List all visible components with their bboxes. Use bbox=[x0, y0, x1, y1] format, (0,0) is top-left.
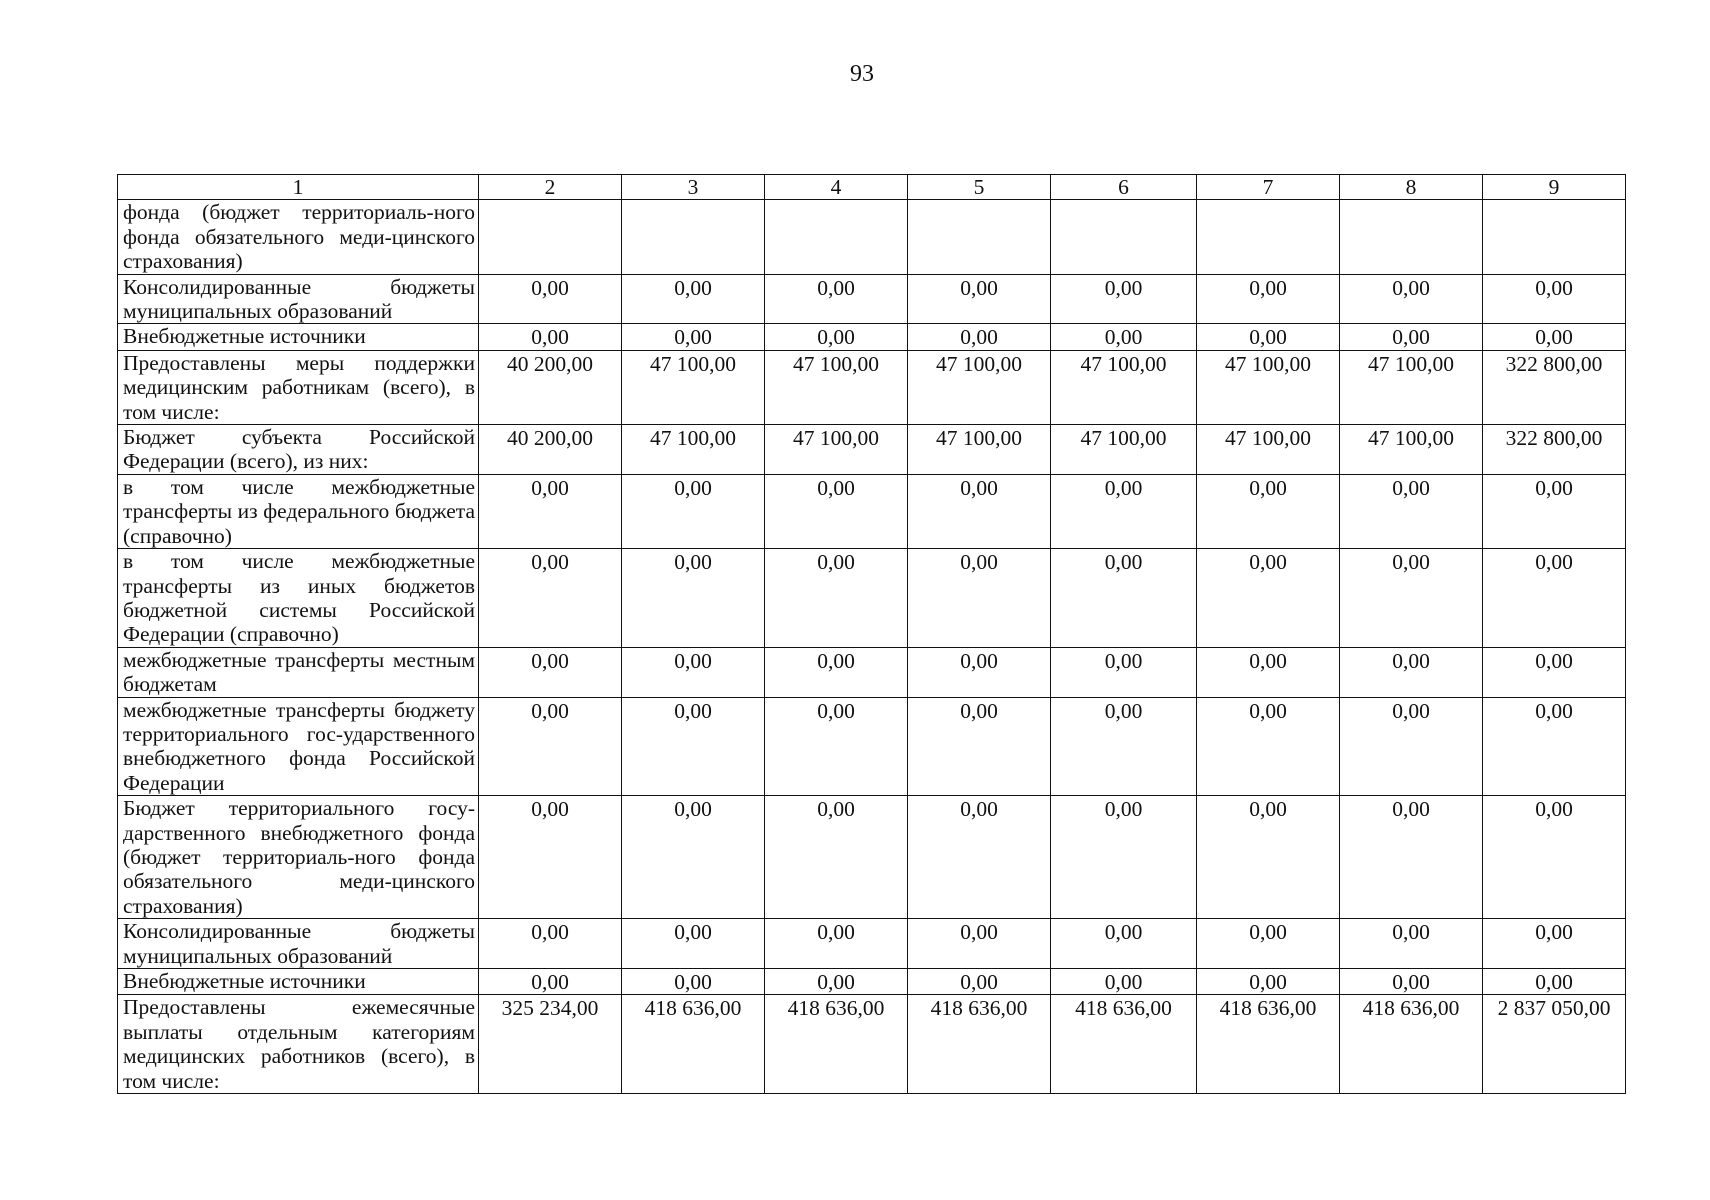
cell-value: 0,00 bbox=[908, 274, 1051, 324]
cell-value: 0,00 bbox=[479, 647, 622, 697]
cell-value: 0,00 bbox=[908, 919, 1051, 969]
cell-value: 47 100,00 bbox=[1197, 425, 1340, 475]
cell-value: 418 636,00 bbox=[622, 995, 765, 1094]
row-label: Бюджет субъекта Российской Федерации (всего), из них: bbox=[118, 425, 479, 475]
cell-value: 0,00 bbox=[1483, 697, 1626, 796]
cell-value: 0,00 bbox=[1051, 969, 1197, 995]
cell-value: 0,00 bbox=[765, 549, 908, 648]
cell-value: 0,00 bbox=[622, 969, 765, 995]
column-number-3: 3 bbox=[622, 175, 765, 200]
row-label: межбюджетные трансферты местным бюджетам bbox=[118, 647, 479, 697]
table-row bbox=[118, 969, 1626, 995]
cell-value: 0,00 bbox=[765, 919, 908, 969]
row-label: Предоставлены ежемесячные выплаты отдельным категориям медицинских работников (всего), в том числе: bbox=[118, 995, 479, 1094]
cell-value bbox=[1483, 200, 1626, 274]
cell-value: 47 100,00 bbox=[765, 350, 908, 424]
cell-value: 0,00 bbox=[1197, 474, 1340, 548]
table-row bbox=[118, 425, 1626, 475]
cell-value: 0,00 bbox=[765, 969, 908, 995]
cell-value: 47 100,00 bbox=[1197, 350, 1340, 424]
cell-value: 47 100,00 bbox=[908, 350, 1051, 424]
cell-value bbox=[908, 200, 1051, 274]
table-row bbox=[118, 919, 1626, 969]
table-row bbox=[118, 796, 1626, 919]
cell-value: 0,00 bbox=[1483, 324, 1626, 350]
cell-value: 0,00 bbox=[1340, 549, 1483, 648]
cell-value bbox=[1197, 200, 1340, 274]
cell-value: 0,00 bbox=[1197, 324, 1340, 350]
budget-table bbox=[117, 174, 1626, 1094]
cell-value: 0,00 bbox=[479, 324, 622, 350]
row-label: в том числе межбюджетные трансферты из федерального бюджета (справочно) bbox=[118, 474, 479, 548]
cell-value: 0,00 bbox=[479, 919, 622, 969]
table-row bbox=[118, 200, 1626, 274]
cell-value: 0,00 bbox=[1340, 324, 1483, 350]
cell-value: 47 100,00 bbox=[622, 350, 765, 424]
cell-value: 0,00 bbox=[1340, 647, 1483, 697]
table-row bbox=[118, 474, 1626, 548]
column-number-8: 8 bbox=[1340, 175, 1483, 200]
table-row bbox=[118, 995, 1626, 1094]
cell-value: 418 636,00 bbox=[1051, 995, 1197, 1094]
cell-value: 0,00 bbox=[1340, 274, 1483, 324]
cell-value: 418 636,00 bbox=[1197, 995, 1340, 1094]
cell-value: 0,00 bbox=[622, 324, 765, 350]
cell-value: 0,00 bbox=[1197, 549, 1340, 648]
cell-value: 0,00 bbox=[1051, 697, 1197, 796]
cell-value: 0,00 bbox=[765, 796, 908, 919]
table-row bbox=[118, 549, 1626, 648]
cell-value: 47 100,00 bbox=[1340, 350, 1483, 424]
cell-value: 0,00 bbox=[908, 647, 1051, 697]
cell-value: 0,00 bbox=[908, 549, 1051, 648]
cell-value: 0,00 bbox=[1340, 969, 1483, 995]
cell-value: 0,00 bbox=[1483, 274, 1626, 324]
cell-value: 0,00 bbox=[1051, 474, 1197, 548]
table-row bbox=[118, 324, 1626, 350]
table-row bbox=[118, 697, 1626, 796]
row-label: Внебюджетные источники bbox=[118, 969, 479, 995]
cell-value: 0,00 bbox=[622, 474, 765, 548]
cell-value: 0,00 bbox=[765, 274, 908, 324]
cell-value: 47 100,00 bbox=[908, 425, 1051, 475]
cell-value: 0,00 bbox=[765, 324, 908, 350]
column-number-9: 9 bbox=[1483, 175, 1626, 200]
cell-value: 0,00 bbox=[1340, 474, 1483, 548]
cell-value: 418 636,00 bbox=[908, 995, 1051, 1094]
cell-value: 0,00 bbox=[479, 474, 622, 548]
cell-value: 0,00 bbox=[1051, 274, 1197, 324]
cell-value: 0,00 bbox=[1197, 796, 1340, 919]
cell-value: 0,00 bbox=[1340, 919, 1483, 969]
page-number: 93 bbox=[850, 61, 874, 87]
cell-value: 40 200,00 bbox=[479, 350, 622, 424]
cell-value: 0,00 bbox=[622, 697, 765, 796]
cell-value: 0,00 bbox=[622, 274, 765, 324]
cell-value: 0,00 bbox=[1483, 549, 1626, 648]
cell-value: 0,00 bbox=[1197, 919, 1340, 969]
cell-value: 0,00 bbox=[479, 697, 622, 796]
cell-value bbox=[765, 200, 908, 274]
column-number-4: 4 bbox=[765, 175, 908, 200]
cell-value: 0,00 bbox=[908, 697, 1051, 796]
row-label: Бюджет территориального госу-дарственного внебюджетного фонда (бюджет территориаль-ного фонда обязательного меди-цинского страхования) bbox=[118, 796, 479, 919]
cell-value: 418 636,00 bbox=[765, 995, 908, 1094]
cell-value: 0,00 bbox=[1483, 474, 1626, 548]
cell-value: 0,00 bbox=[765, 474, 908, 548]
cell-value: 322 800,00 bbox=[1483, 425, 1626, 475]
cell-value: 322 800,00 bbox=[1483, 350, 1626, 424]
cell-value: 0,00 bbox=[908, 474, 1051, 548]
cell-value: 47 100,00 bbox=[765, 425, 908, 475]
cell-value bbox=[1340, 200, 1483, 274]
cell-value: 0,00 bbox=[1051, 324, 1197, 350]
row-label: Предоставлены меры поддержки медицинским работникам (всего), в том числе: bbox=[118, 350, 479, 424]
cell-value: 0,00 bbox=[479, 796, 622, 919]
cell-value: 325 234,00 bbox=[479, 995, 622, 1094]
cell-value: 0,00 bbox=[622, 796, 765, 919]
column-number-7: 7 bbox=[1197, 175, 1340, 200]
column-number-5: 5 bbox=[908, 175, 1051, 200]
row-label: фонда (бюджет территориаль-ного фонда обязательного меди-цинского страхования) bbox=[118, 200, 479, 274]
cell-value: 0,00 bbox=[479, 274, 622, 324]
cell-value: 0,00 bbox=[1051, 549, 1197, 648]
cell-value: 0,00 bbox=[1483, 969, 1626, 995]
row-label: Консолидированные бюджеты муниципальных образований bbox=[118, 274, 479, 324]
cell-value: 418 636,00 bbox=[1340, 995, 1483, 1094]
cell-value: 0,00 bbox=[1197, 274, 1340, 324]
row-label: в том числе межбюджетные трансферты из иных бюджетов бюджетной системы Российской Федерации (справочно) bbox=[118, 549, 479, 648]
cell-value bbox=[1051, 200, 1197, 274]
cell-value: 2 837 050,00 bbox=[1483, 995, 1626, 1094]
table-header-row bbox=[118, 175, 1626, 200]
cell-value: 0,00 bbox=[1051, 647, 1197, 697]
cell-value: 40 200,00 bbox=[479, 425, 622, 475]
column-number-1: 1 bbox=[118, 175, 479, 200]
cell-value: 0,00 bbox=[1483, 919, 1626, 969]
cell-value: 0,00 bbox=[765, 697, 908, 796]
cell-value: 0,00 bbox=[1197, 969, 1340, 995]
cell-value: 0,00 bbox=[908, 969, 1051, 995]
cell-value: 0,00 bbox=[622, 647, 765, 697]
cell-value: 0,00 bbox=[765, 647, 908, 697]
cell-value: 0,00 bbox=[1197, 647, 1340, 697]
cell-value: 47 100,00 bbox=[622, 425, 765, 475]
table-row bbox=[118, 350, 1626, 424]
row-label: Внебюджетные источники bbox=[118, 324, 479, 350]
table-row bbox=[118, 274, 1626, 324]
cell-value: 0,00 bbox=[908, 324, 1051, 350]
cell-value: 0,00 bbox=[1051, 919, 1197, 969]
column-number-6: 6 bbox=[1051, 175, 1197, 200]
cell-value: 47 100,00 bbox=[1051, 350, 1197, 424]
cell-value: 0,00 bbox=[622, 549, 765, 648]
row-label: Консолидированные бюджеты муниципальных образований bbox=[118, 919, 479, 969]
cell-value: 0,00 bbox=[1340, 697, 1483, 796]
cell-value bbox=[622, 200, 765, 274]
column-number-2: 2 bbox=[479, 175, 622, 200]
cell-value: 0,00 bbox=[1340, 796, 1483, 919]
cell-value: 47 100,00 bbox=[1051, 425, 1197, 475]
table-row bbox=[118, 647, 1626, 697]
cell-value: 0,00 bbox=[1051, 796, 1197, 919]
cell-value: 0,00 bbox=[622, 919, 765, 969]
cell-value: 0,00 bbox=[479, 969, 622, 995]
cell-value: 0,00 bbox=[1483, 796, 1626, 919]
row-label: межбюджетные трансферты бюджету территориального гос-ударственного внебюджетного фонда Российской Федерации bbox=[118, 697, 479, 796]
cell-value: 0,00 bbox=[1197, 697, 1340, 796]
cell-value: 0,00 bbox=[908, 796, 1051, 919]
cell-value: 0,00 bbox=[479, 549, 622, 648]
cell-value: 0,00 bbox=[1483, 647, 1626, 697]
cell-value bbox=[479, 200, 622, 274]
cell-value: 47 100,00 bbox=[1340, 425, 1483, 475]
